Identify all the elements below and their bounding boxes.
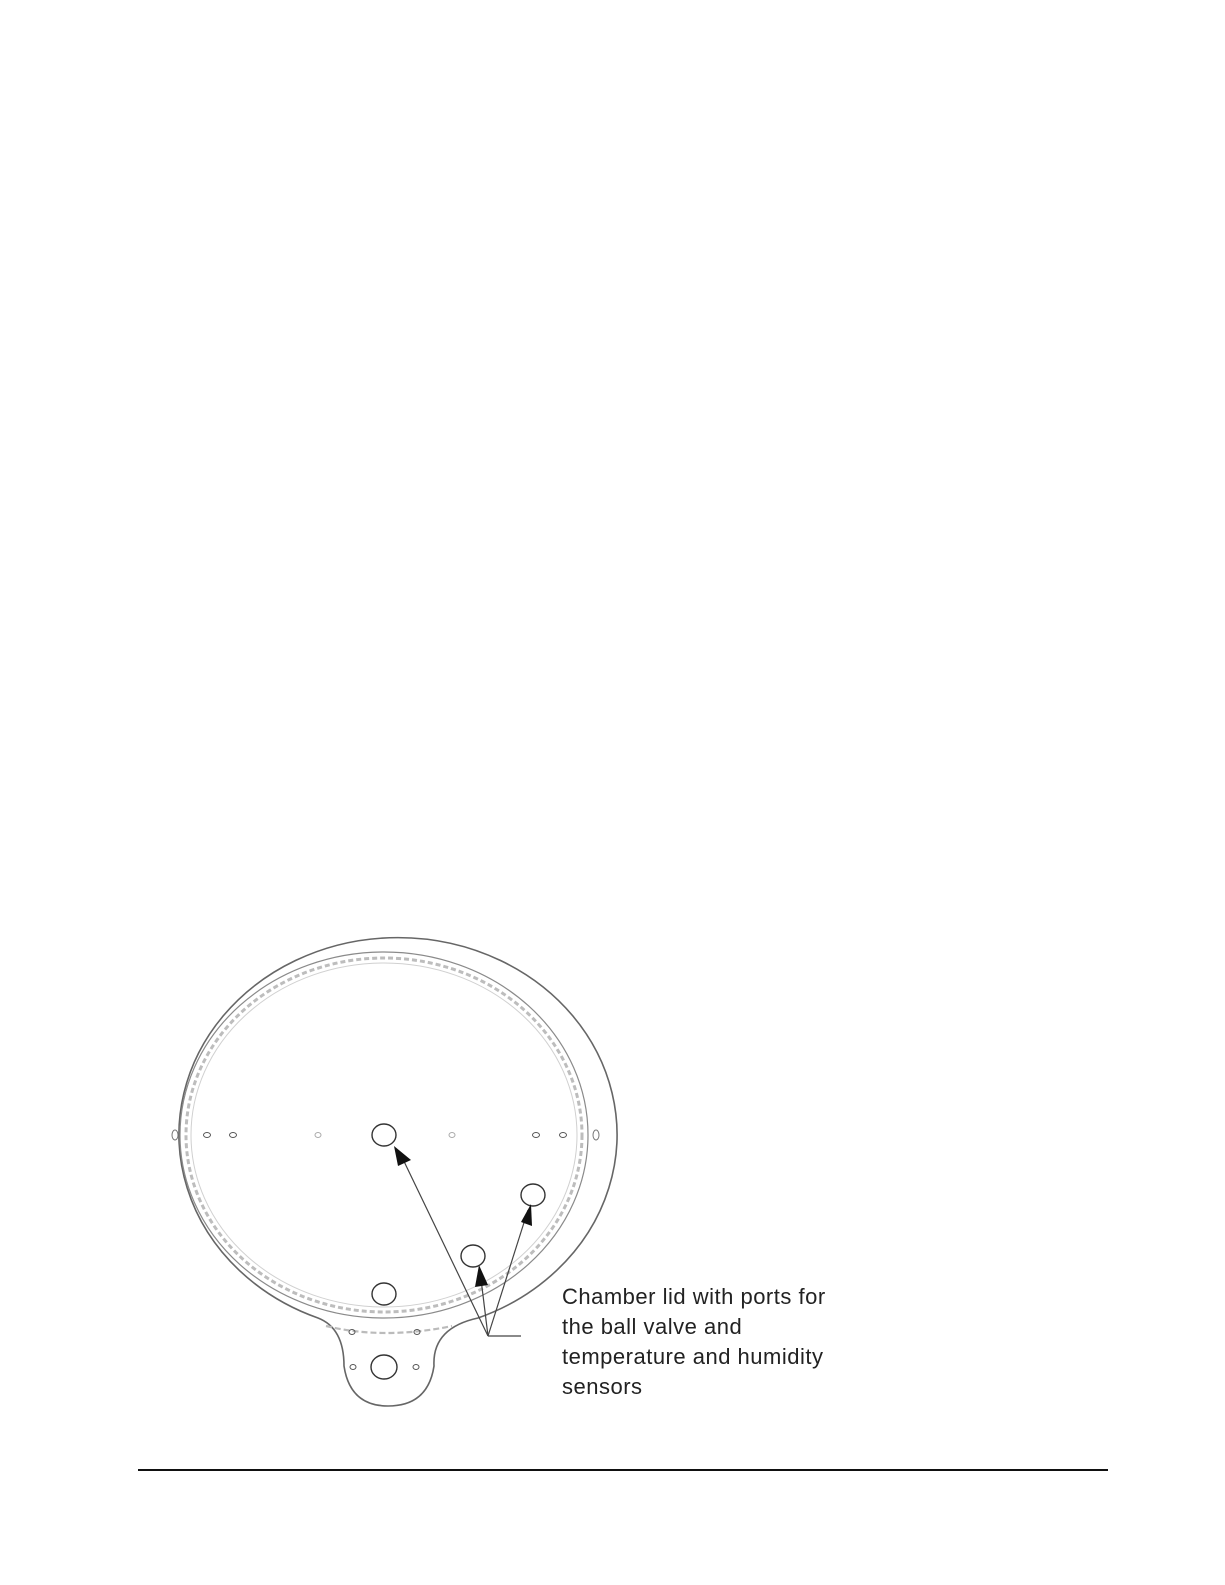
tab-rib <box>326 1326 452 1333</box>
tab-hole <box>413 1365 419 1370</box>
tab-hole <box>350 1365 356 1370</box>
figure-caption <box>562 1282 882 1402</box>
caption-line: sensors <box>562 1374 643 1399</box>
lid-gasket-ring <box>186 958 582 1312</box>
lid-outline <box>179 938 617 1406</box>
mounting-hole <box>315 1133 321 1138</box>
footer-rule <box>138 1469 1108 1471</box>
edge-slot-left <box>172 1130 178 1140</box>
arrowhead <box>394 1146 411 1166</box>
arrowhead <box>475 1265 488 1287</box>
mounting-hole <box>449 1133 455 1138</box>
caption-line: temperature and humidity <box>562 1344 824 1369</box>
mounting-hole <box>560 1133 567 1138</box>
sensor-port-right <box>521 1184 545 1206</box>
sensor-port-left <box>461 1245 485 1267</box>
caption-line: Chamber lid with ports for <box>562 1284 826 1309</box>
mounting-hole <box>230 1133 237 1138</box>
mounting-hole <box>533 1133 540 1138</box>
lower-port <box>372 1283 396 1305</box>
tab-port <box>371 1355 397 1379</box>
caption-line: the ball valve and <box>562 1314 743 1339</box>
lid-gasket-ring-inner <box>191 963 577 1307</box>
arrowhead <box>521 1204 532 1226</box>
ball-valve-port <box>372 1124 396 1146</box>
edge-slot-right <box>593 1130 599 1140</box>
lid-inner-rim <box>180 952 588 1318</box>
mounting-hole <box>204 1133 211 1138</box>
